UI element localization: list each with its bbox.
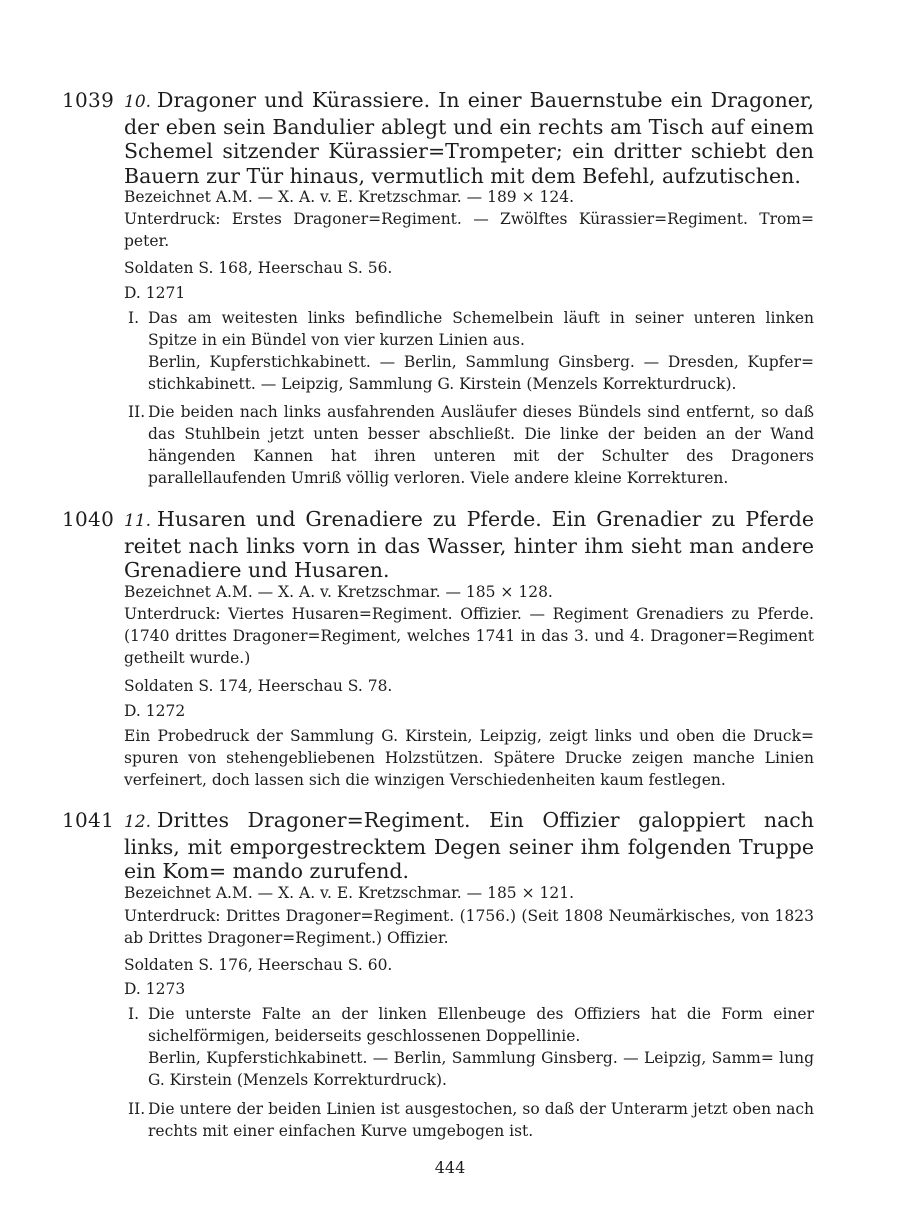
- state-locations: Berlin, Kupferstichkabinett. — Berlin, Sammlung Ginsberg. — Dresden, Kupfer= stichkabinett. — Leipzig, Sammlung G. Kirstein (Menzels Korrekturdruck).: [148, 353, 814, 393]
- entry-number: 1039: [62, 88, 115, 112]
- entry-title: [124, 808, 814, 884]
- entry-title-text: Husaren und Grenadiere zu Pferde. Ein Grenadier zu Pferde reitet nach links vorn in das Wasser, hinter ihm sieht man andere Grenadiere und Husaren.: [124, 507, 814, 582]
- state-roman: II.: [128, 1100, 146, 1118]
- entry-underprint: Unterdruck: Erstes Dragoner=Regiment. — Zwölftes Kürassier=Regiment. Trom= peter.: [124, 210, 814, 250]
- entry-references: Soldaten S. 168, Heerschau S. 56.: [124, 259, 393, 277]
- entry-title-text: Drittes Dragoner=Regiment. Ein Offizier galoppiert nach links, mit emporgestrecktem Degen seiner ihm folgenden Truppe ein Kom= mando zurufend.: [124, 808, 814, 883]
- state-text: Die beiden nach links ausfahrenden Ausläufer dieses Bündels sind entfernt, so daß das Stuhlbein jetzt unten besser abschließt. Die linke der beiden an der Wand hängenden Kannen hat ihren unteren mit der Schulter des Dragoners parallellaufenden Umriß völlig verloren. Viele andere kleine Korrekturen.: [148, 403, 814, 487]
- entry-references: Soldaten S. 174, Heerschau S. 78.: [124, 677, 393, 695]
- state-roman: I.: [128, 309, 140, 327]
- entry-title: [124, 88, 814, 188]
- entry-signature: Bezeichnet A.M. — X. A. v. E. Kretzschmar. — 185 × 121.: [124, 884, 575, 902]
- state-1: [128, 1003, 814, 1091]
- entry-number: 1041: [62, 808, 115, 832]
- entry-subnumber: 12.: [124, 812, 152, 832]
- state-locations: Berlin, Kupferstichkabinett. — Berlin, Sammlung Ginsberg. — Leipzig, Samm= lung G. Kirstein (Menzels Korrekturdruck).: [148, 1049, 814, 1089]
- state-roman: II.: [128, 403, 146, 421]
- page-number: 444: [434, 1158, 466, 1177]
- entry-d-number: D. 1272: [124, 702, 186, 720]
- entry-d-number: D. 1271: [124, 284, 186, 302]
- entry-number: 1040: [62, 507, 115, 531]
- entry-d-number: D. 1273: [124, 980, 186, 998]
- state-2: [128, 1098, 814, 1142]
- entry-signature: Bezeichnet A.M. — X. A. v. Kretzschmar. — 185 × 128.: [124, 583, 553, 601]
- state-text: Die unterste Falte an der linken Ellenbeuge des Offiziers hat die Form einer sichelförmigen, beiderseits geschlossenen Doppellinie.: [148, 1005, 814, 1045]
- entry-note: Ein Probedruck der Sammlung G. Kirstein, Leipzig, zeigt links und oben die Druck= spuren von stehengebliebenen Holzstützen. Spätere Drucke zeigen manche Linien verfeinert, doch lassen sich die winzigen Verschiedenheiten kaum festlegen.: [124, 727, 814, 789]
- entry-subnumber: 11.: [124, 511, 152, 531]
- entry-references: Soldaten S. 176, Heerschau S. 60.: [124, 956, 393, 974]
- state-text: Die untere der beiden Linien ist ausgestochen, so daß der Unterarm jetzt oben nach rechts mit einer einfachen Kurve umgebogen ist.: [148, 1100, 814, 1140]
- entry-title-text: Dragoner und Kürassiere. In einer Bauernstube ein Dragoner, der eben sein Bandulier ablegt und ein rechts am Tisch auf einem Schemel sitzender Kürassier=Trompeter; ein dritter schiebt den Bauern zur Tür hinaus, vermutlich mit dem Befehl, aufzutischen.: [124, 88, 814, 188]
- entry-subnumber: 10.: [124, 92, 152, 112]
- state-roman: I.: [128, 1005, 140, 1023]
- entry-underprint: Unterdruck: Drittes Dragoner=Regiment. (1756.) (Seit 1808 Neumärkisches, von 1823 ab Drittes Dragoner=Regiment.) Offizier.: [124, 907, 814, 947]
- entry-signature: Bezeichnet A.M. — X. A. v. E. Kretzschmar. — 189 × 124.: [124, 188, 575, 206]
- state-2: [128, 401, 814, 489]
- state-1: [128, 307, 814, 395]
- entry-underprint: Unterdruck: Viertes Husaren=Regiment. Offizier. — Regiment Grenadiers zu Pferde. (1740 drittes Dragoner=Regiment, welches 1741 in das 3. und 4. Dragoner=Regiment getheilt wurde.): [124, 605, 814, 667]
- entry-title: [124, 507, 814, 583]
- state-text: Das am weitesten links befindliche Schemelbein läuft in seiner unteren linken Spitze in ein Bündel von vier kurzen Linien aus.: [148, 309, 814, 349]
